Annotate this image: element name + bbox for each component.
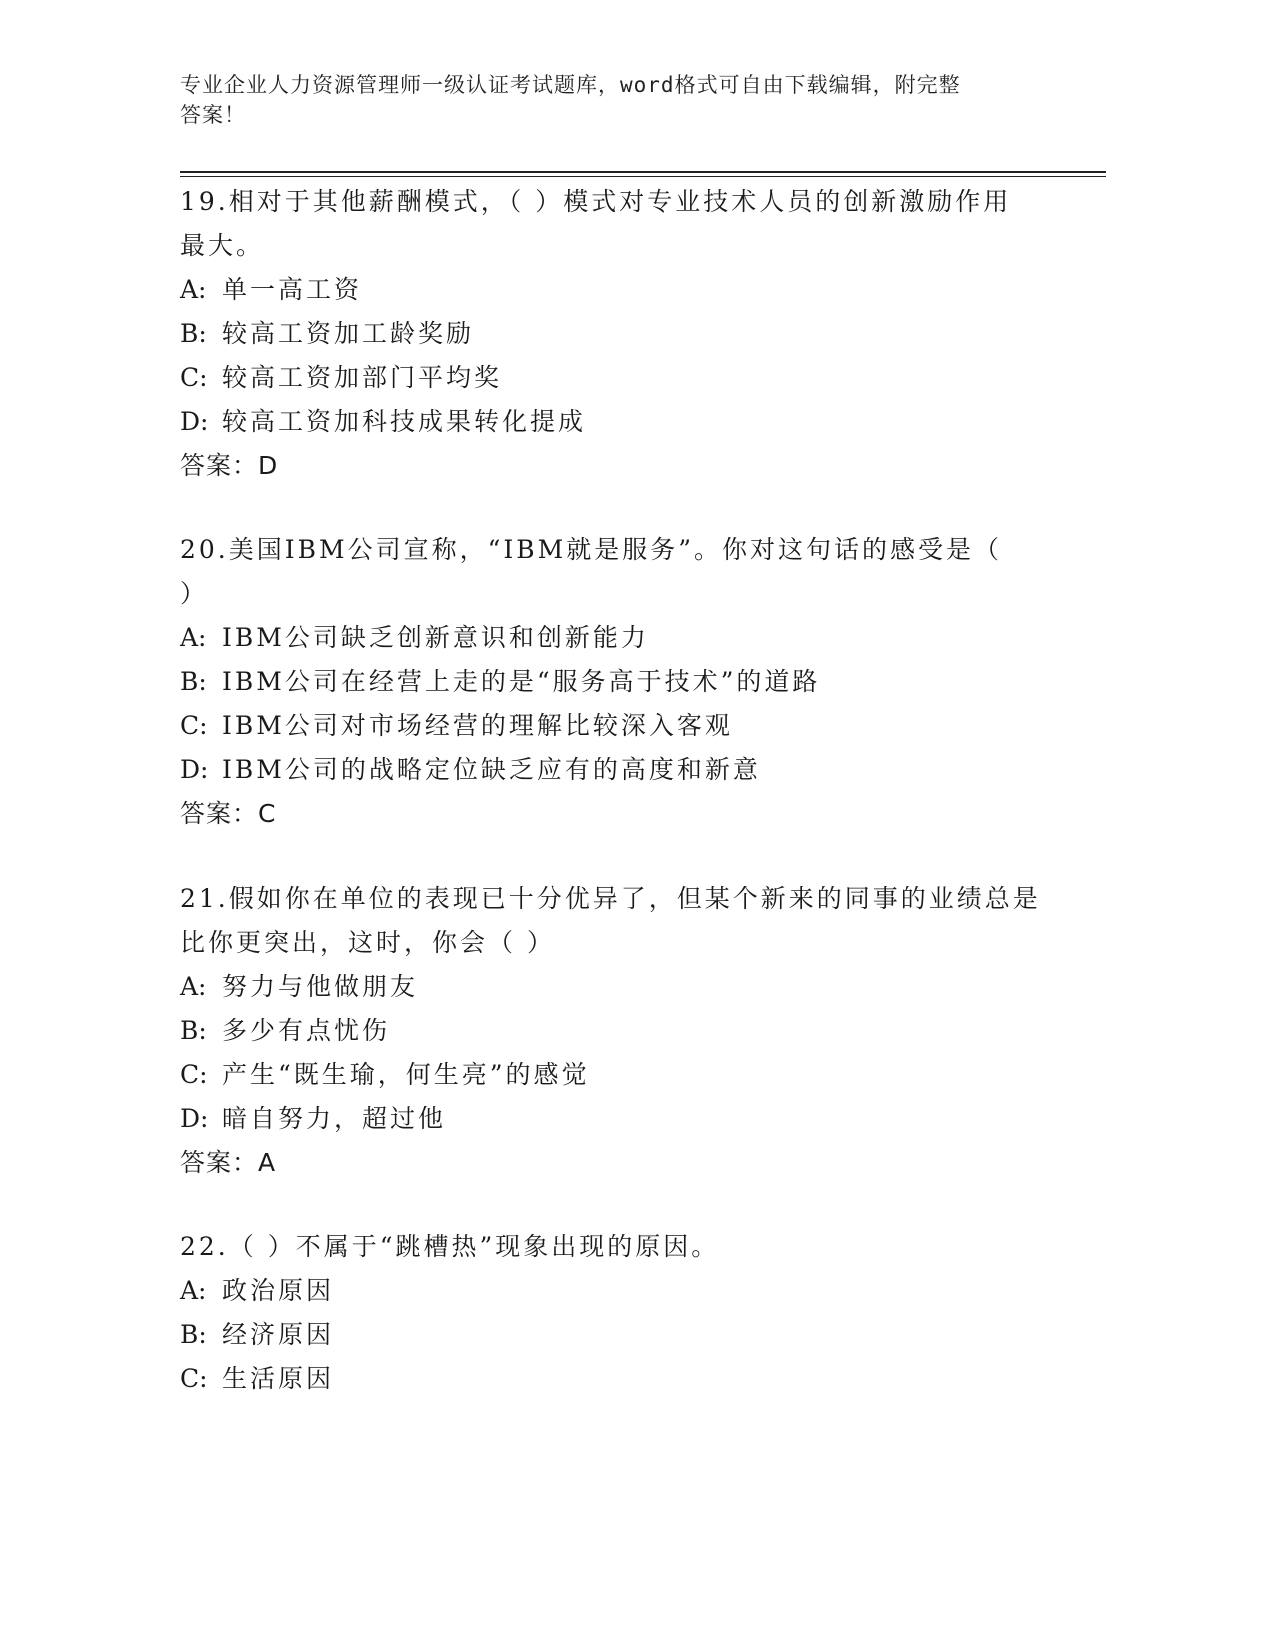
- answer: 答案：C: [180, 799, 277, 828]
- option-key: C:: [180, 363, 208, 392]
- option-key: A:: [180, 623, 207, 652]
- option-key: D:: [180, 407, 209, 436]
- option-key: A:: [180, 1276, 207, 1305]
- option-b: [180, 312, 1050, 356]
- option-text: 产生“既生瑜，何生亮”的感觉: [222, 1060, 590, 1089]
- option-d: [180, 1097, 1050, 1141]
- question-19: [180, 180, 1050, 488]
- option-text: IBM公司缺乏创新意识和创新能力: [222, 623, 649, 652]
- option-a: [180, 616, 1050, 660]
- option-c: [180, 704, 1050, 748]
- option-b: [180, 660, 1050, 704]
- option-a: [180, 268, 1050, 312]
- option-text: 较高工资加部门平均奖: [222, 363, 503, 392]
- option-text: 较高工资加工龄奖励: [222, 319, 475, 348]
- option-text: 经济原因: [222, 1320, 335, 1349]
- option-text: IBM公司在经营上走的是“服务高于技术”的道路: [222, 667, 821, 696]
- option-text: 较高工资加科技成果转化提成: [222, 407, 587, 436]
- answer: 答案：A: [180, 1148, 277, 1177]
- option-d: [180, 748, 1050, 792]
- option-b: [180, 1313, 1050, 1357]
- option-key: C:: [180, 1060, 208, 1089]
- header-line-2: 答案！: [180, 103, 246, 127]
- header-line-1: 专业企业人力资源管理师一级认证考试题库，word格式可自由下载编辑，附完整: [180, 73, 961, 97]
- question-stem-line: 19.相对于其他薪酬模式，（ ）模式对专业技术人员的创新激励作用: [180, 187, 1012, 216]
- option-text: 努力与他做朋友: [222, 972, 419, 1001]
- option-key: D:: [180, 755, 209, 784]
- header-divider-thin: [180, 176, 1106, 177]
- question-stem-line: 20.美国IBM公司宣称，“IBM就是服务”。你对这句话的感受是（: [180, 535, 1003, 564]
- option-key: C:: [180, 1364, 208, 1393]
- question-stem-line: ）: [180, 579, 209, 608]
- option-key: D:: [180, 1104, 209, 1133]
- option-key: A:: [180, 275, 207, 304]
- option-key: B:: [180, 1016, 207, 1045]
- option-b: [180, 1009, 1050, 1053]
- option-c: [180, 356, 1050, 400]
- page-header: [180, 70, 1050, 130]
- option-key: A:: [180, 972, 207, 1001]
- option-key: B:: [180, 319, 207, 348]
- option-c: [180, 1053, 1050, 1097]
- option-text: 单一高工资: [222, 275, 363, 304]
- option-key: B:: [180, 667, 207, 696]
- option-text: 多少有点忧伤: [222, 1016, 391, 1045]
- option-text: 生活原因: [222, 1364, 335, 1393]
- question-stem-line: 21.假如你在单位的表现已十分优异了，但某个新来的同事的业绩总是: [180, 884, 1041, 913]
- question-stem-line: 22.（ ）不属于“跳槽热”现象出现的原因。: [180, 1232, 720, 1261]
- question-stem-line: 比你更突出，这时，你会（ ）: [180, 928, 555, 957]
- option-a: [180, 1269, 1050, 1313]
- header-divider-thick: [180, 171, 1106, 173]
- question-20: [180, 528, 1050, 836]
- option-text: IBM公司对市场经营的理解比较深入客观: [222, 711, 733, 740]
- option-key: C:: [180, 711, 208, 740]
- option-a: [180, 965, 1050, 1009]
- question-stem-line: 最大。: [180, 231, 265, 260]
- answer: 答案：D: [180, 451, 279, 480]
- option-c: [180, 1357, 1050, 1401]
- option-text: 政治原因: [222, 1276, 335, 1305]
- question-21: [180, 877, 1050, 1185]
- option-text: 暗自努力，超过他: [222, 1104, 447, 1133]
- option-key: B:: [180, 1320, 207, 1349]
- option-text: IBM公司的战略定位缺乏应有的高度和新意: [222, 755, 761, 784]
- option-d: [180, 400, 1050, 444]
- question-22: [180, 1225, 1050, 1401]
